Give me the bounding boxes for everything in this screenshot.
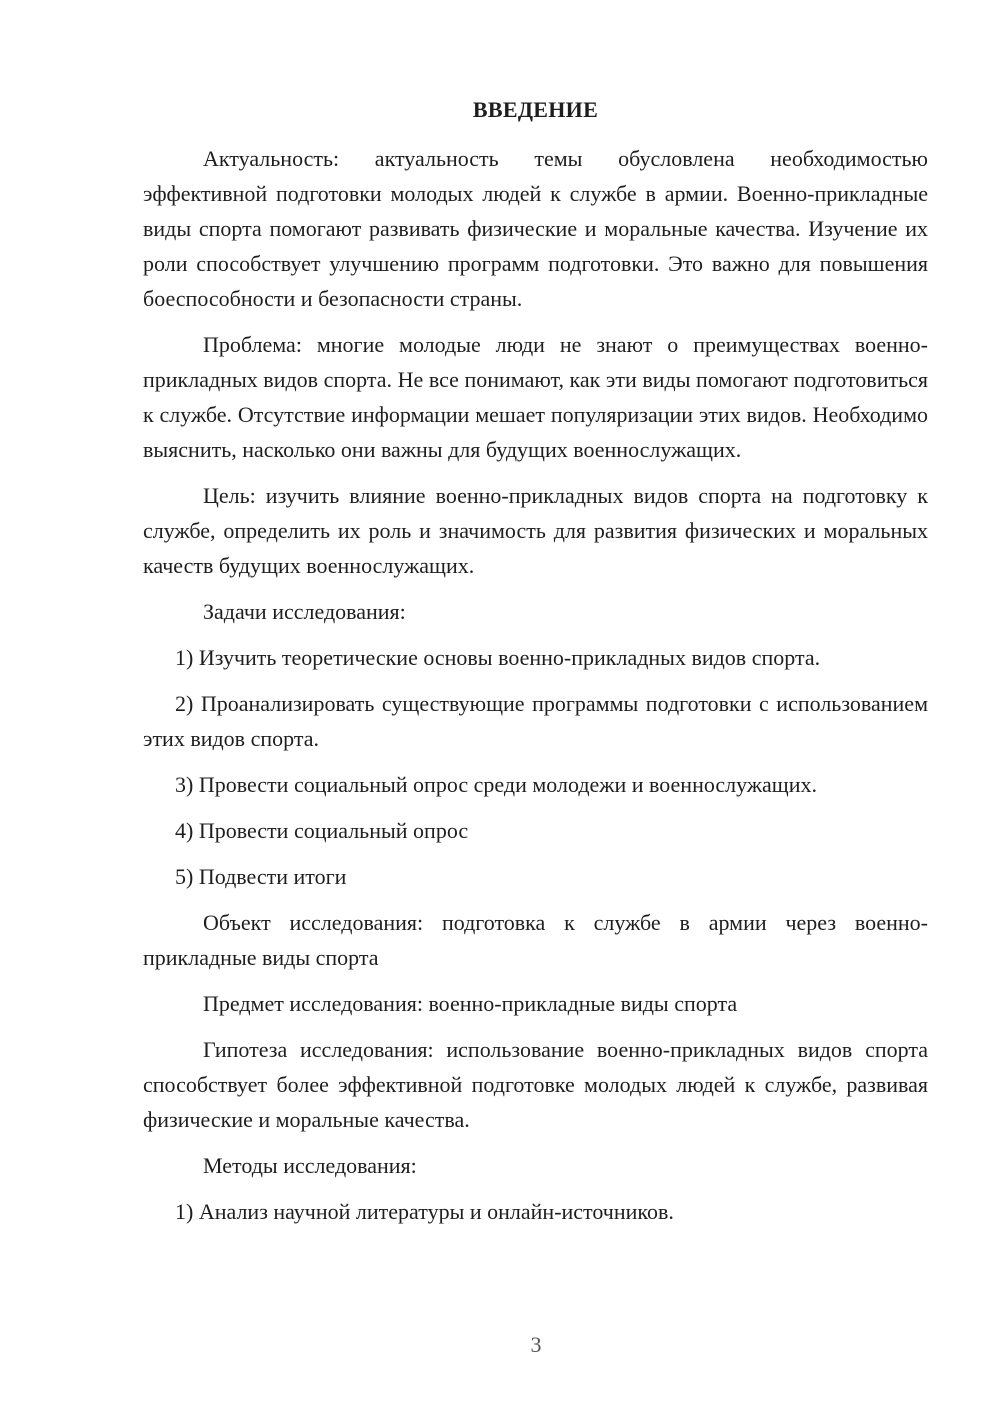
paragraph-object: Объект исследования: подготовка к службе в армии через военно-прикладные виды спорта	[143, 910, 928, 970]
paragraph-hypothesis: Гипотеза исследования: использование военно-прикладных видов спорта способствует более эффективной подготовке молодых людей к службе, развивая физические и моральные качества.	[143, 1037, 928, 1132]
document-body	[143, 141, 928, 1229]
task-item-2: 2) Проанализировать существующие программы подготовки с использованием этих видов спорта.	[143, 691, 928, 751]
tasks-title: Задачи исследования:	[203, 599, 406, 624]
paragraph-problem: Проблема: многие молодые люди не знают о преимуществах военно-прикладных видов спорта. Не все понимают, как эти виды помогают подготовиться к службе. Отсутствие информации мешает популяризации этих видов. Необходимо выяснить, насколько они важны для будущих военнослужащих.	[143, 332, 928, 462]
task-item-4: 4) Провести социальный опрос	[175, 818, 469, 843]
method-item-1: 1) Анализ научной литературы и онлайн-источников.	[175, 1199, 674, 1224]
paragraph-relevance: Актуальность: актуальность темы обусловлена необходимостью эффективной подготовки молодых людей к службе в армии. Военно-прикладные виды спорта помогают развивать физические и моральные качества. Изучение их роли способствует улучшению программ подготовки. Это важно для повышения боеспособности и безопасности страны.	[143, 146, 928, 311]
page-number: 3	[530, 1332, 542, 1357]
paragraph-subject: Предмет исследования: военно-прикладные виды спорта	[203, 991, 738, 1016]
methods-title: Методы исследования:	[203, 1153, 417, 1178]
task-item-3: 3) Провести социальный опрос среди молодежи и военнослужащих.	[175, 772, 818, 797]
task-item-1: 1) Изучить теоретические основы военно-прикладных видов спорта.	[175, 645, 821, 670]
page-title: ВВЕДЕНИЕ	[472, 97, 599, 122]
paragraph-goal: Цель: изучить влияние военно-прикладных видов спорта на подготовку к службе, определить их роль и значимость для развития физических и моральных качеств будущих военнослужащих.	[143, 483, 928, 578]
task-item-5: 5) Подвести итоги	[175, 864, 347, 889]
